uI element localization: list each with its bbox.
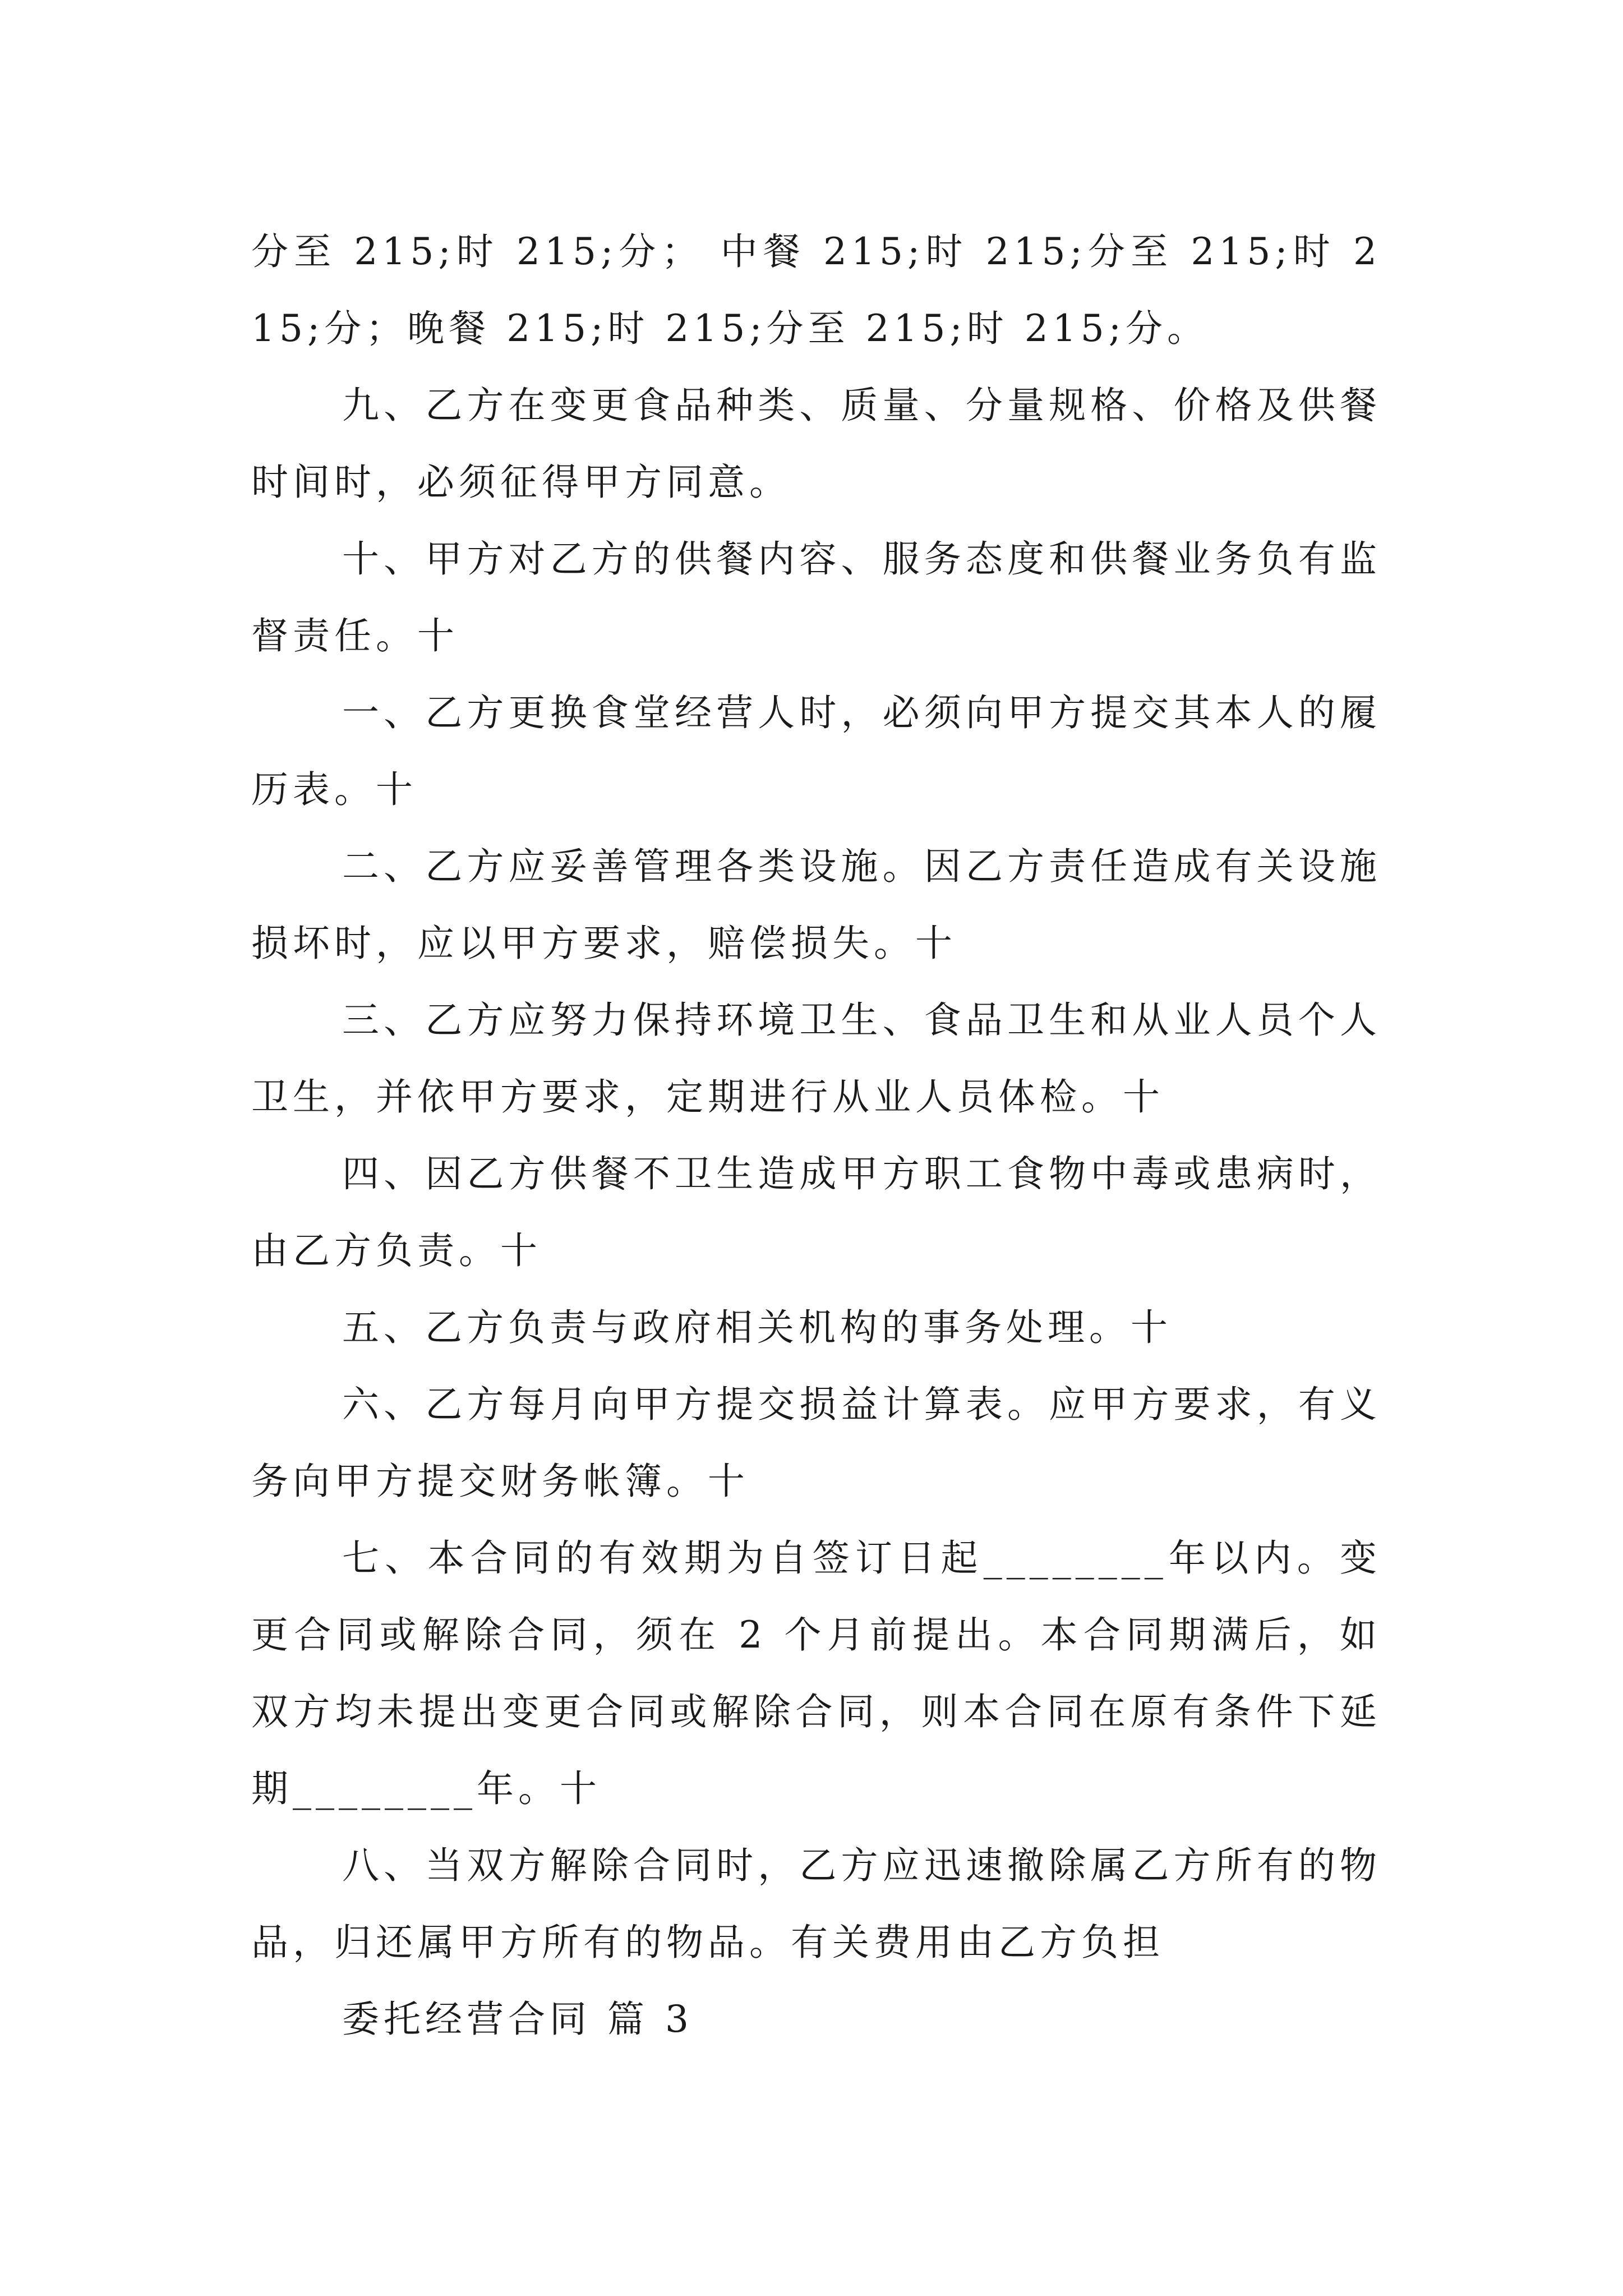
paragraph-clause-16: 六、乙方每月向甲方提交损益计算表。应甲方要求，有义务向甲方提交财务帐簿。十 xyxy=(251,1383,1381,1503)
paragraph-clause-14: 四、因乙方供餐不卫生造成甲方职工食物中毒或患病时，由乙方负责。十 xyxy=(251,1152,1381,1272)
paragraph-clause-15: 五、乙方负责与政府相关机构的事务处理。十 xyxy=(342,1306,1172,1349)
section-heading: 委托经营合同 篇 3 xyxy=(342,1998,693,2041)
paragraph-meal-times: 分至 215;时 215;分； 中餐 215;时 215;分至 215;时 215;分；晚餐 215;时 215;分至 215;时 215;分。 xyxy=(251,230,1381,350)
paragraph-clause-18: 八、当双方解除合同时，乙方应迅速撤除属乙方所有的物品，归还属甲方所有的物品。有关费用由乙方负担 xyxy=(251,1844,1381,1964)
paragraph-clause-17: 七、本合同的有效期为自签订日起________年以内。变更合同或解除合同，须在 2 个月前提出。本合同期满后，如双方均未提出变更合同或解除合同，则本合同在原有条件下延期________年。十 xyxy=(251,1536,1381,1810)
paragraph-clause-10: 十、甲方对乙方的供餐内容、服务态度和供餐业务负有监督责任。十 xyxy=(251,537,1381,657)
paragraph-clause-11: 一、乙方更换食堂经营人时，必须向甲方提交其本人的履历表。十 xyxy=(251,691,1381,811)
document-body xyxy=(251,213,1381,2058)
paragraph-clause-9: 九、乙方在变更食品种类、质量、分量规格、价格及供餐时间时，必须征得甲方同意。 xyxy=(251,384,1381,504)
paragraph-clause-12: 二、乙方应妥善管理各类设施。因乙方责任造成有关设施损坏时，应以甲方要求，赔偿损失。十 xyxy=(251,845,1381,965)
paragraph-clause-13: 三、乙方应努力保持环境卫生、食品卫生和从业人员个人卫生，并依甲方要求，定期进行从业人员体检。十 xyxy=(251,999,1381,1119)
